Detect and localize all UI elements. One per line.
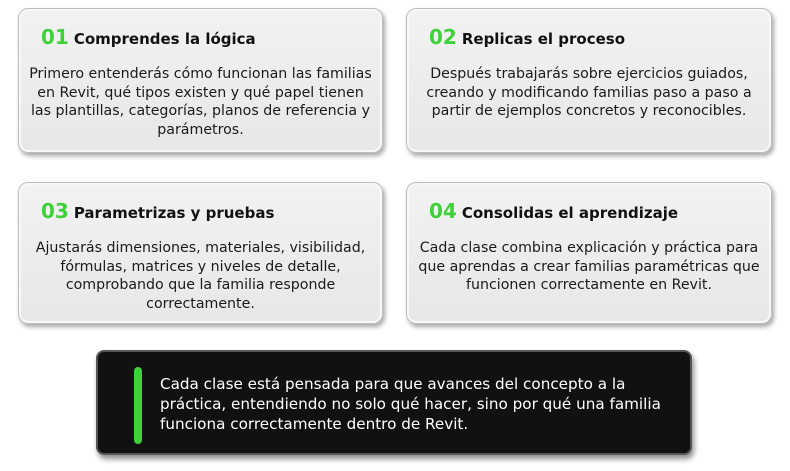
step-number: 01 <box>41 25 69 49</box>
step-card-header <box>41 199 274 223</box>
step-number: 02 <box>429 25 457 49</box>
step-card-1 <box>18 8 383 153</box>
step-card-4 <box>406 182 772 324</box>
step-card-2 <box>406 8 772 153</box>
step-description: Ajustarás dimensiones, materiales, visibilidad, fórmulas, matrices y niveles de detalle, comprobando que la familia responde correctamente. <box>35 240 366 312</box>
step-card-header <box>429 25 625 49</box>
step-card-header <box>429 199 678 223</box>
step-card-3 <box>18 182 383 324</box>
step-title: Parametrizas y pruebas <box>73 204 275 222</box>
step-description: Primero entenderás cómo funcionan las familias en Revit, qué tipos existen y qué papel tienen las plantillas, categorías, planos de referencia y parámetros. <box>29 66 372 138</box>
step-card-header <box>41 25 256 49</box>
step-number: 04 <box>429 199 457 223</box>
step-number: 03 <box>41 199 69 223</box>
step-title: Comprendes la lógica <box>73 30 256 48</box>
step-title: Replicas el proceso <box>461 30 626 48</box>
summary-text: Cada clase está pensada para que avances del concepto a la práctica, entendiendo no solo qué hacer, sino por qué una familia funciona correctamente dentro de Revit. <box>160 375 661 433</box>
step-description: Después trabajarás sobre ejercicios guiados, creando y modificando familias paso a paso a partir de ejemplos concretos y reconocibles. <box>426 66 752 119</box>
step-title: Consolidas el aprendizaje <box>461 204 679 222</box>
accent-bar <box>134 367 142 444</box>
step-description: Cada clase combina explicación y práctica para que aprendas a crear familias paramétricas que funcionen correctamente en Revit. <box>418 240 760 293</box>
summary-box <box>96 350 692 455</box>
